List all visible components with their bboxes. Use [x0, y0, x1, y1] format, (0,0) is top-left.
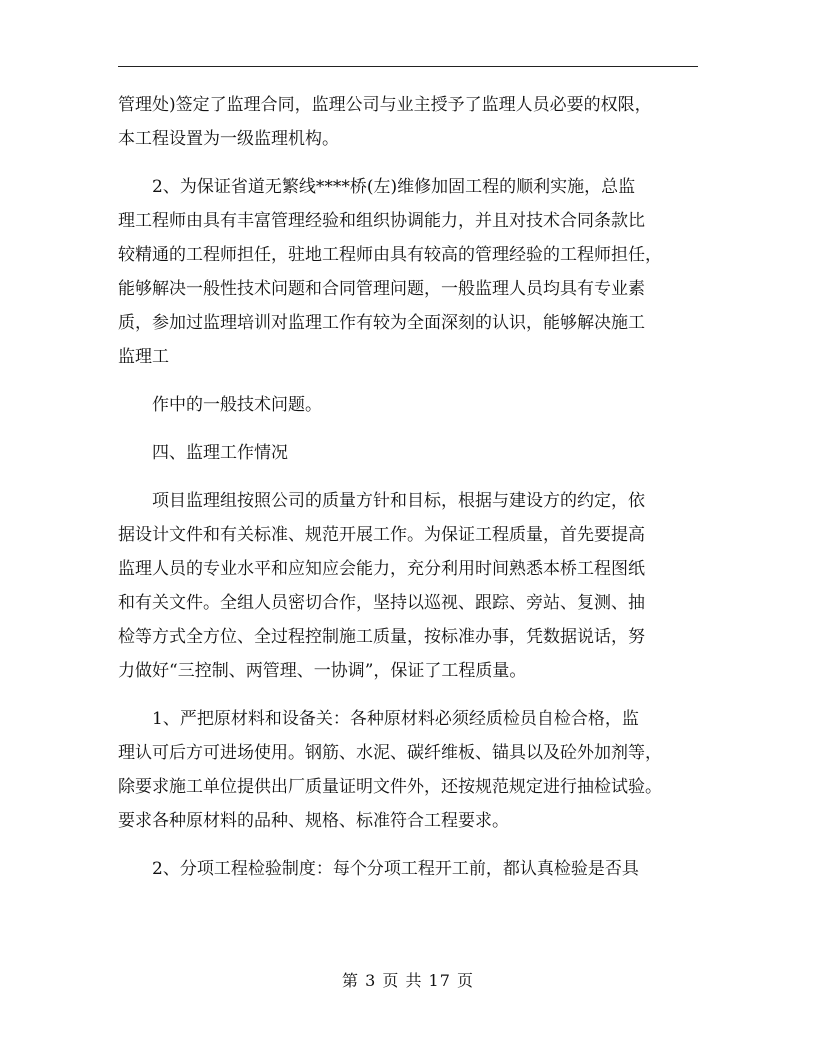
paragraph-staffing — [118, 170, 698, 374]
paragraph-materials-control — [118, 702, 698, 838]
text-line: 管理处)签定了监理合同，监理公司与业主授予了监理人员必要的权限， — [118, 95, 652, 115]
paragraph-quality-policy — [118, 484, 698, 688]
section-heading-text: 四、监理工作情况 — [152, 443, 288, 463]
section-heading-supervision-work — [118, 436, 698, 470]
text-line: 作中的一般技术问题。 — [152, 395, 322, 415]
text-line: 据设计文件和有关标准、规范开展工作。为保证工程质量，首先要提高 — [118, 525, 645, 545]
paragraph-inspection-system — [118, 852, 698, 886]
page-body — [118, 88, 698, 900]
text-line: 和有关文件。全组人员密切合作，坚持以巡视、跟踪、旁站、复测、抽 — [118, 593, 645, 613]
text-line: 力做好“三控制、两管理、一协调”，保证了工程质量。 — [118, 661, 527, 681]
text-line: 能够解决一般性技术问题和合同管理问题，一般监理人员均具有专业素 — [118, 279, 645, 299]
text-line: 本工程设置为一级监理机构。 — [118, 129, 339, 149]
text-line: 质，参加过监理培训对监理工作有较为全面深刻的认识，能够解决施工 — [118, 313, 645, 333]
header-rule — [118, 66, 698, 67]
text-line: 较精通的工程师担任，驻地工程师由具有较高的管理经验的工程师担任， — [118, 245, 662, 265]
text-line: 2、为保证省道无繁线****桥(左)维修加固工程的顺利实施，总监 — [152, 177, 636, 197]
text-line: 项目监理组按照公司的质量方针和目标，根据与建设方的约定，依 — [152, 491, 645, 511]
text-line: 要求各种原材料的品种、规格、标准符合工程要求。 — [118, 811, 509, 831]
text-line: 检等方式全方位、全过程控制施工质量，按标准办事，凭数据说话，努 — [118, 627, 645, 647]
paragraph-contract-authority — [118, 88, 698, 156]
paragraph-continuation — [118, 388, 698, 422]
text-line: 除要求施工单位提供出厂质量证明文件外，还按规范规定进行抽检试验。 — [118, 777, 662, 797]
text-line: 理工程师由具有丰富管理经验和组织协调能力，并且对技术合同条款比 — [118, 211, 645, 231]
text-line: 监理工 — [118, 347, 169, 367]
page-number-footer: 第 3 页 共 17 页 — [342, 971, 474, 990]
text-line: 监理人员的专业水平和应知应会能力，充分利用时间熟悉本桥工程图纸 — [118, 559, 645, 579]
text-line: 理认可后方可进场使用。钢筋、水泥、碳纤维板、锚具以及砼外加剂等， — [118, 743, 662, 763]
text-line: 1、严把原材料和设备关：各种原材料必须经质检员自检合格，监 — [152, 709, 639, 729]
text-line: 2、分项工程检验制度：每个分项工程开工前，都认真检验是否具 — [152, 859, 639, 879]
